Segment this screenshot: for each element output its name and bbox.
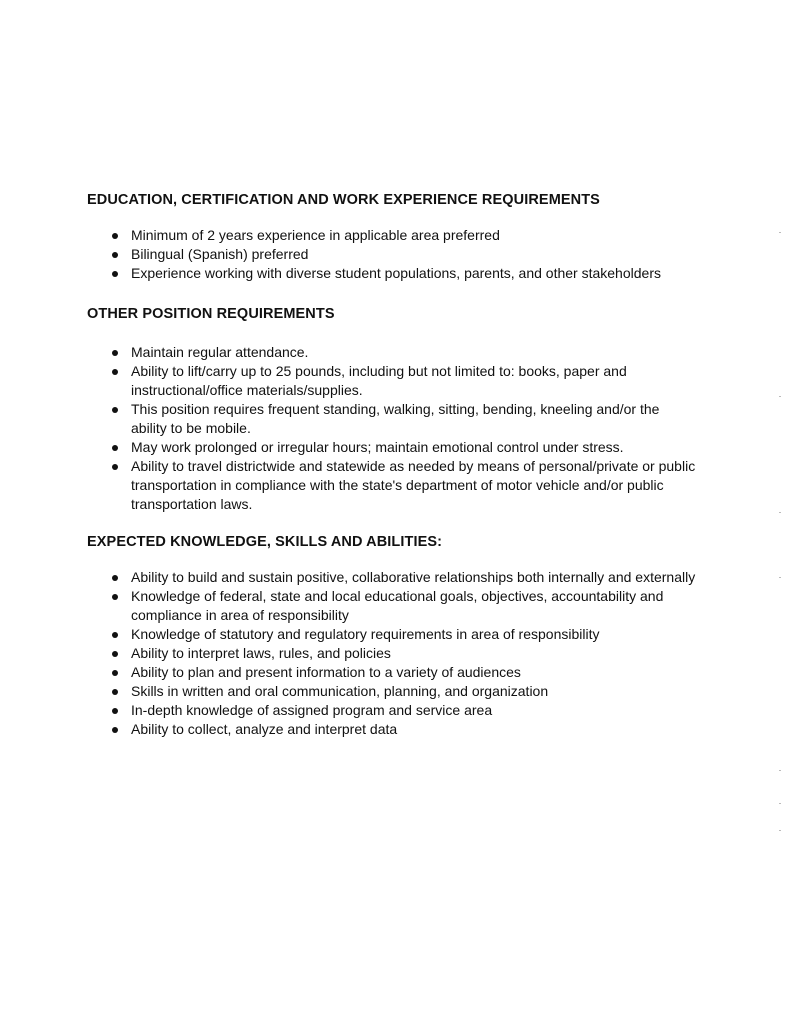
bullet-list bbox=[87, 568, 697, 739]
scan-speck bbox=[779, 577, 781, 578]
list-item bbox=[87, 343, 697, 362]
list-item bbox=[87, 264, 697, 283]
list-item bbox=[87, 568, 697, 587]
bullet-icon bbox=[112, 594, 118, 600]
list-item-text: Ability to collect, analyze and interpret data bbox=[131, 721, 398, 737]
list-item-text: Ability to plan and present information to a variety of audiences bbox=[131, 664, 521, 680]
bullet-icon bbox=[112, 708, 118, 714]
section-heading: OTHER POSITION REQUIREMENTS bbox=[87, 306, 335, 322]
bullet-icon bbox=[112, 670, 118, 676]
list-item-text: Bilingual (Spanish) preferred bbox=[131, 246, 309, 262]
bullet-icon bbox=[112, 369, 118, 375]
bullet-icon bbox=[112, 407, 118, 413]
scan-speck bbox=[779, 770, 781, 771]
list-item bbox=[87, 438, 697, 457]
bullet-list bbox=[87, 343, 697, 514]
bullet-icon bbox=[112, 464, 118, 470]
bullet-icon bbox=[112, 252, 118, 258]
list-item-text: In-depth knowledge of assigned program and service area bbox=[131, 702, 493, 718]
bullet-icon bbox=[112, 350, 118, 356]
list-item bbox=[87, 400, 697, 438]
list-item bbox=[87, 362, 697, 400]
list-item-text: Experience working with diverse student populations, parents, and other stakeholders bbox=[131, 265, 661, 281]
bullet-icon bbox=[112, 651, 118, 657]
list-item bbox=[87, 701, 697, 720]
list-item-text: This position requires frequent standing, walking, sitting, bending, kneeling and/or the ability to be mobile. bbox=[131, 401, 660, 436]
scan-speck bbox=[779, 830, 781, 831]
bullet-list bbox=[87, 226, 697, 283]
list-item-text: Maintain regular attendance. bbox=[131, 344, 309, 360]
list-item bbox=[87, 226, 697, 245]
list-item bbox=[87, 682, 697, 701]
list-item-text: Ability to build and sustain positive, collaborative relationships both internally and externally bbox=[131, 569, 696, 585]
scan-speck bbox=[779, 232, 781, 233]
list-item bbox=[87, 625, 697, 644]
list-item-text: Ability to interpret laws, rules, and policies bbox=[131, 645, 391, 661]
bullet-icon bbox=[112, 445, 118, 451]
list-item-text: Minimum of 2 years experience in applicable area preferred bbox=[131, 227, 500, 243]
list-item bbox=[87, 720, 697, 739]
list-item-text: May work prolonged or irregular hours; maintain emotional control under stress. bbox=[131, 439, 624, 455]
list-item-text: Skills in written and oral communication, planning, and organization bbox=[131, 683, 549, 699]
bullet-icon bbox=[112, 271, 118, 277]
bullet-icon bbox=[112, 632, 118, 638]
list-item-text: Knowledge of federal, state and local educational goals, objectives, accountability and compliance in area of responsibility bbox=[131, 588, 664, 623]
section-education-requirements bbox=[87, 191, 697, 283]
bullet-icon bbox=[112, 575, 118, 581]
bullet-icon bbox=[112, 689, 118, 695]
scan-speck bbox=[779, 396, 781, 397]
section-heading: EXPECTED KNOWLEDGE, SKILLS AND ABILITIES: bbox=[87, 534, 443, 550]
list-item bbox=[87, 457, 697, 514]
list-item bbox=[87, 644, 697, 663]
bullet-icon bbox=[112, 233, 118, 239]
list-item bbox=[87, 587, 697, 625]
list-item-text: Knowledge of statutory and regulatory requirements in area of responsibility bbox=[131, 626, 600, 642]
section-heading: EDUCATION, CERTIFICATION AND WORK EXPERIENCE REQUIREMENTS bbox=[87, 192, 600, 208]
scan-speck bbox=[779, 803, 781, 804]
scan-speck bbox=[779, 512, 781, 513]
section-expected-knowledge-skills bbox=[87, 533, 697, 739]
list-item-text: Ability to lift/carry up to 25 pounds, including but not limited to: books, paper and instructional/office materials/supplies. bbox=[131, 363, 627, 398]
list-item bbox=[87, 663, 697, 682]
list-item bbox=[87, 245, 697, 264]
list-item-text: Ability to travel districtwide and statewide as needed by means of personal/private or public transportation in compliance with the state's department of motor vehicle and/or public transportation laws. bbox=[131, 458, 696, 512]
section-other-position-requirements bbox=[87, 305, 697, 514]
bullet-icon bbox=[112, 727, 118, 733]
